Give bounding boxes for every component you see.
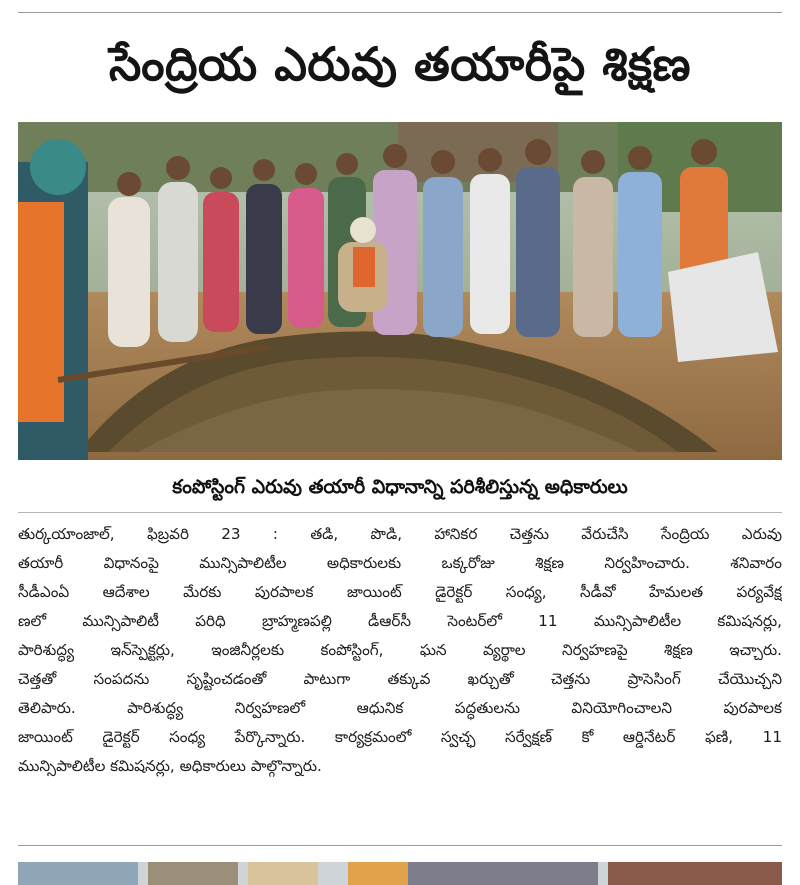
article-body xyxy=(18,520,782,781)
body-line: ణలో మున్సిపాలిటీ పరిధి బ్రాహ్మణపల్లి డీఆర్‌సీ సెంటర్‌లో 11 మున్సిపాలిటీల కమిషనర్లు, xyxy=(18,612,782,630)
photo-illustration xyxy=(18,122,782,460)
bottom-divider xyxy=(18,845,782,846)
caption-divider xyxy=(18,512,782,513)
body-line: తయారీ విధానంపై మున్సిపాలిటీల అధికారులకు ఒక్కరోజు శిక్షణ నిర్వహించారు. శనివారం xyxy=(18,554,782,572)
photo-caption: కంపోస్టింగ్ ఎరువు తయారీ విధానాన్ని పరిశీలిస్తున్న అధికారులు xyxy=(172,475,628,498)
body-line: సీడీఎంఏ ఆదేశాల మేరకు పురపాలక జాయింట్ డైరెక్టర్ సంధ్య, సీడీవో హేమలత పర్యవేక్ష xyxy=(18,583,782,601)
body-line: తుర్కయాంజాల్, ఫిబ్రవరి 23 : తడి, పొడి, హానికర చెత్తను వేరుచేసి సేంద్రియ ఎరువు xyxy=(18,525,782,543)
body-line: జాయింట్ డైరెక్టర్ సంధ్య పేర్కొన్నారు. కార్యక్రమంలో స్వచ్ఛ సర్వేక్షణ్ కో ఆర్డినేటర్ ఫణి, 11 xyxy=(18,728,782,746)
next-photo-illustration xyxy=(18,862,782,885)
article-headline: సేంద్రియ ఎరువు తయారీపై శిక్షణ xyxy=(108,37,692,91)
body-line: చెత్తతో సంపదను సృష్టించడంతో పాటుగా తక్కువ ఖర్చుతో చెత్తను ప్రాసెసింగ్ చేయొచ్చని xyxy=(18,670,782,688)
body-line: మున్సిపాలిటీల కమిషనర్లు, అధికారులు పాల్గొన్నారు. xyxy=(18,757,322,775)
body-line: పారిశుద్ధ్య ఇన్‌స్పెక్టర్లు, ఇంజినీర్లలకు కంపోస్టింగ్, ఘన వ్యర్థాల నిర్వహణపై శిక్షణ ఇచ్చారు. xyxy=(18,641,782,659)
body-line: తెలిపారు. పారిశుద్ధ్య నిర్వహణలో ఆధునిక పద్ధతులను వినియోగించాలని పురపాలక xyxy=(18,699,782,717)
next-article-photo xyxy=(18,862,782,885)
article-photo xyxy=(18,122,782,460)
top-divider xyxy=(18,12,782,13)
